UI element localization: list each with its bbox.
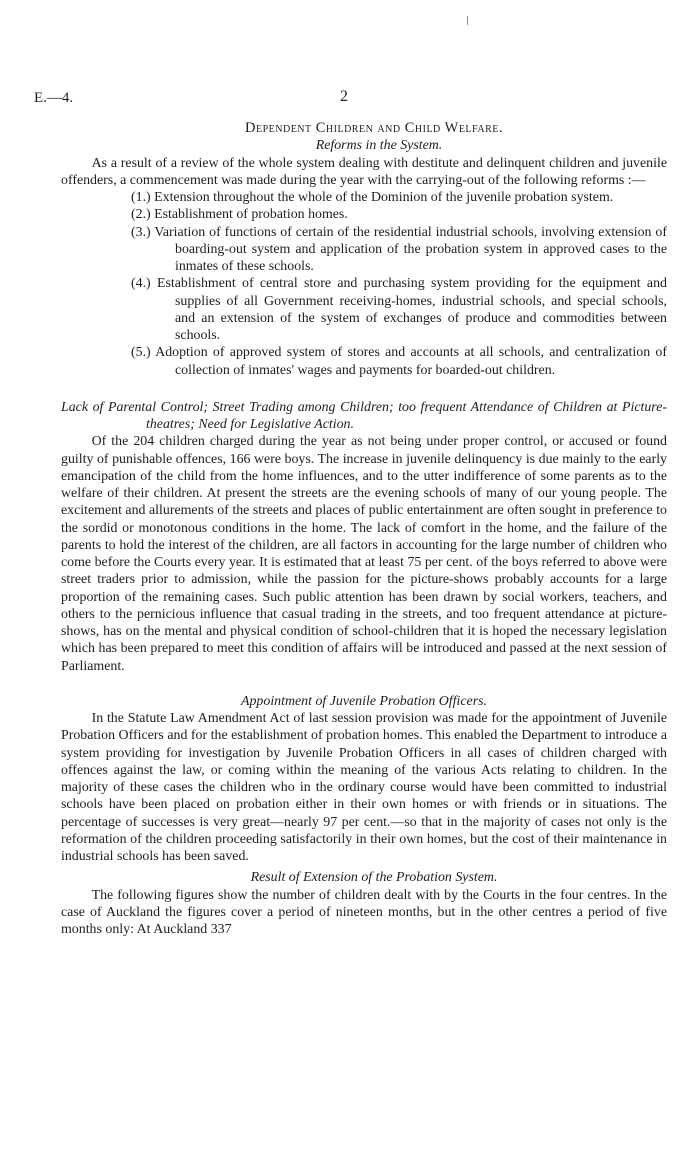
reform-item: (5.) Adoption of approved system of stores and accounts at all schools, and centralization of collection of inmates' wages and payments for boarded-out children.	[131, 345, 667, 378]
document-body	[61, 120, 667, 938]
section-reforms-heading: Reforms in the System.	[315, 138, 443, 154]
section-probation-results-heading: Result of Extension of the Probation System.	[250, 870, 498, 886]
parental-control-paragraph: Of the 204 children charged during the year as not being under proper control, or accused or found guilty of punishable offences, 166 were boys. The increase in juvenile delinquency is due mainly to the early emancipation of the child from the home influences, and to the utter indifference of some parents as to the welfare of their children. At present the streets are the evening schools of many of our young people. The excitement and allurements of the streets and places of public entertainment are often sought in preference to the sordid or monotonous conditions in the home. The lack of comfort in the home, and the failure of the parents to hold the interest of the children, are all factors in accounting for the large number of children who come before the Courts every year. It is estimated that at least 75 per cent. of the boys referred to above were street traders prior to admission, while the passion for the picture-shows probably accounts for a large proportion of the remaining cases. Such public attention has been drawn by social workers, teachers, and others to the pernicious influence that casual trading in the streets, and too frequent attendance at picture-shows, has on the mental and physical condition of school-children that it is hoped the necessary legislation which has been prepared to meet this condition of affairs will be introduced and passed at the next session of Parliament.	[61, 434, 667, 674]
reforms-list	[131, 189, 667, 379]
probation-officers-paragraph: In the Statute Law Amendment Act of last session provision was made for the appointment of Juvenile Probation Officers and for the establishment of probation homes. This enabled the Department to introduce a system providing for investigation by Juvenile Probation Officers in all cases of children charged with offences against the law, or coming within the meaning of the various Acts relating to children. In the majority of these cases the children who in the ordinary course would have been committed to industrial schools have been placed on probation either in their own homes or with friends or in situations. The percentage of successes is very great—nearly 97 per cent.—so that in the majority of cases not only is the reformation of the children proceeding satisfactorily in their own homes, but the cost of their maintenance in industrial schools has been saved.	[61, 711, 667, 864]
probation-results-paragraph: The following figures show the number of children dealt with by the Courts in the four centres. In the case of Auckland the figures cover a period of nineteen months, but in the other centres a period of five months only: At Auckland 337	[61, 887, 667, 937]
page-title: Dependent Children and Child Welfare.	[245, 120, 503, 136]
section-parental-control-heading: Lack of Parental Control; Street Trading among Children; too frequent Attendance of Children at Picture-theatres; Need for Legislative Action.	[61, 399, 667, 432]
reforms-intro-paragraph: As a result of a review of the whole system dealing with destitute and delinquent children and juvenile offenders, a commencement was made during the year with the carrying-out of the following reforms :—	[61, 155, 667, 188]
reform-item: (4.) Establishment of central store and purchasing system providing for the equipment and supplies of all Government receiving-homes, industrial schools, and special schools, and an extension of the system of exchanges of produce and commodities between schools.	[131, 276, 667, 343]
reform-item: (2.) Establishment of probation homes.	[131, 207, 348, 223]
reform-item: (1.) Extension throughout the whole of the Dominion of the juvenile probation system.	[131, 190, 614, 205]
scan-mark	[467, 16, 468, 25]
section-probation-officers-heading: Appointment of Juvenile Probation Officers.	[241, 693, 487, 709]
page-number: 2	[340, 88, 348, 105]
reform-item: (3.) Variation of functions of certain of the residential industrial schools, involving extension of boarding-out system and application of the probation system in approved cases to the inmates of these schools.	[131, 224, 667, 274]
document-reference: E.—4.	[34, 90, 74, 106]
